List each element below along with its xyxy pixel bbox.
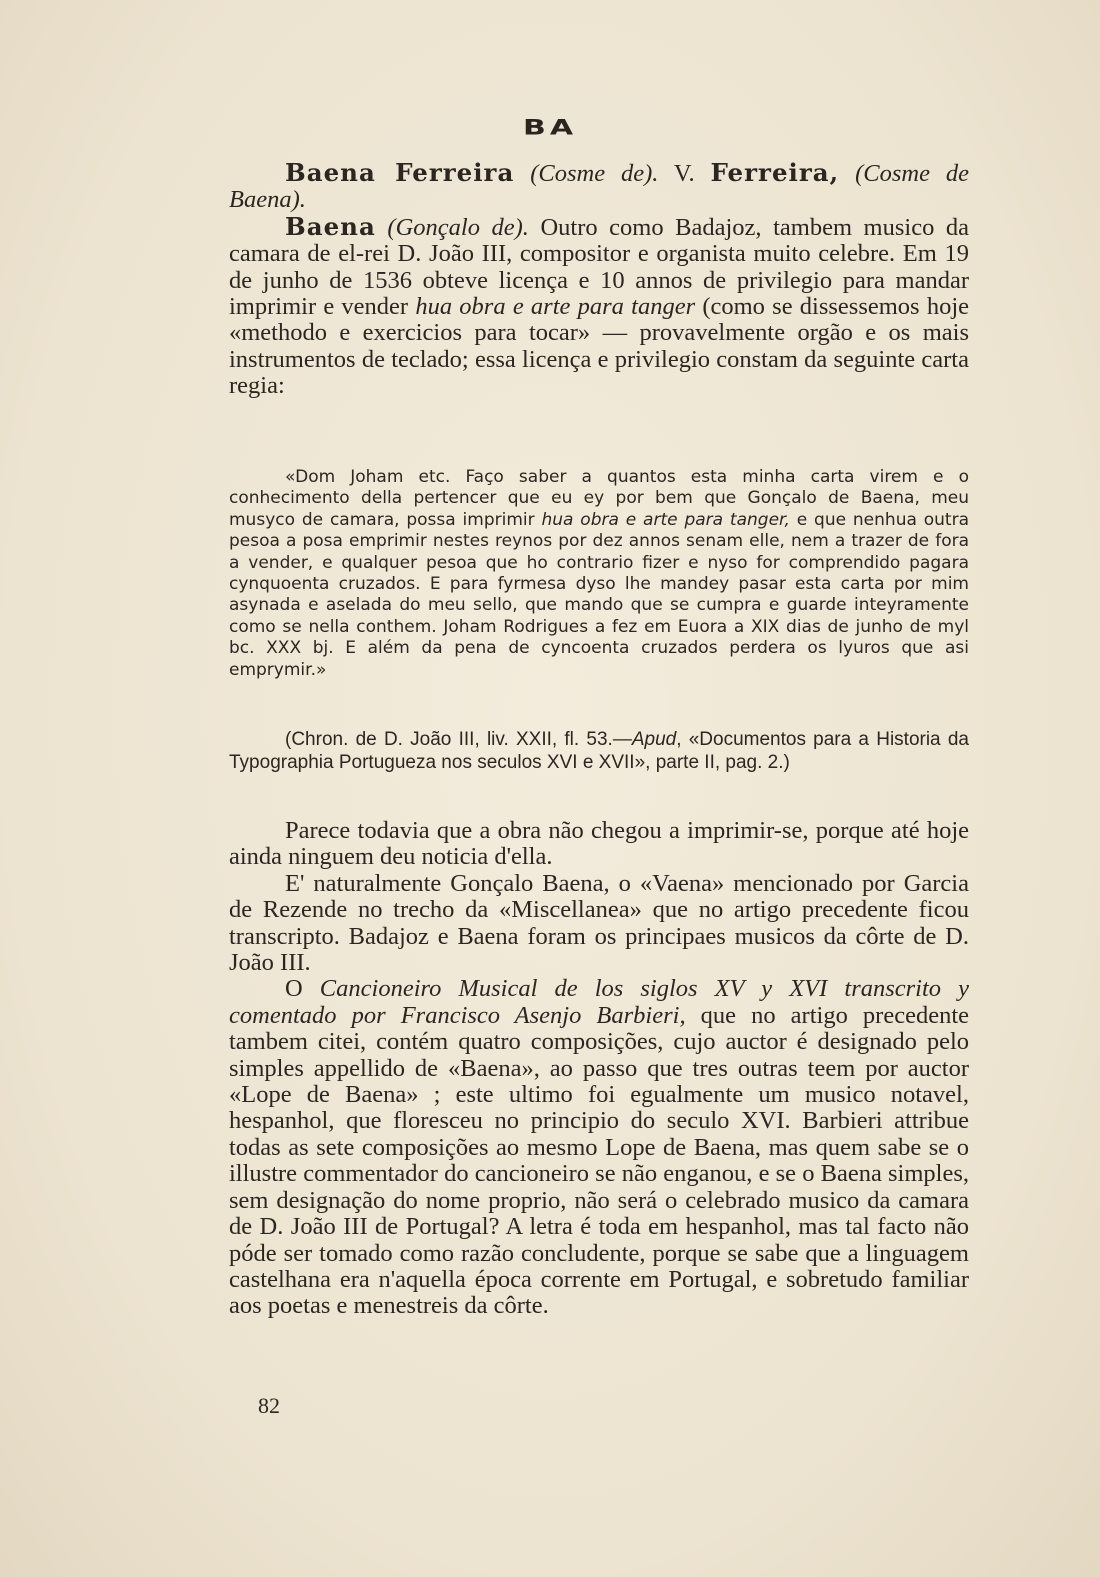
paragraph-italic-title: Cancioneiro Musical de los siglos XV y XVI transcrito y comentado por Francisco Asenjo Barbieri, [229,975,969,1029]
page-number: 82 [258,1393,280,1418]
see-text: V. [658,160,711,187]
body-paragraphs [229,818,969,1320]
cross-reference-qualifier: (Cosme de Baena). [229,160,969,214]
quote-text: «Dom Joham etc. Faço saber a quantos esta minha carta virem e o conhecimento della pertencer que eu ey por bem que Gonçalo de Baena, meu musyco de camara, possa imprimir [229,467,969,530]
cross-reference: Ferreira, [710,158,840,187]
paragraph-2: E' naturalmente Gonçalo Baena, o «Vaena» mencionado por Garcia de Rezende no trecho da «Miscellanea» que no artigo precedente ficou transcripto. Badajoz e Baena foram os principaes musicos da côrte de D. João III. [229,869,969,977]
paragraph-text: que no artigo precedente tambem citei, contém quatro composições, cujo auctor é designado pelo simples appellido de «Baena», ao passo que tres outras teem por auctor «Lope de Baena» ; este ultimo foi egualmente um musico notavel, hespanhol, que floresceu no principio do seculo XVI. Barbieri attribue todas as sete composições ao mesmo Lope de Baena, mas quem sabe se o illustre commentador do cancioneiro se não enganou, e se o Baena simples, sem designação do nome proprio, não será o celebrado musico da camara de D. João III de Portugal? A letra é toda em hespanhol, mas tal facto não póde ser tomado como razão concludente, porque se sabe que a linguagem castelhana era n'aquella época corrente em Portugal, e sobretudo familiar aos poetas e menestreis da côrte. [229,1001,969,1320]
entry-headword: Baena Ferreira [285,158,515,187]
entry-text: Outro como Badajoz, tambem musico da camara de el-rei D. João III, compositor e organista muito celebre. Em 19 de junho de 1536 obteve licença e 10 annos de privilegio para mandar imprimir e vender [229,213,969,321]
entries-block [229,160,969,400]
paragraph-text: O [285,975,320,1003]
paragraph-3 [229,976,969,1319]
entry-headword: Baena [285,211,376,241]
citation-italic: Apud [631,729,677,750]
royal-letter-quote [229,467,969,681]
entry-baena-ferreira [229,160,969,214]
quote-italic: hua obra e arte para tanger, [541,509,790,530]
citation-text: , «Documentos para a Historia da Typographia Portugueza nos seculos XVI e XVII», parte II, pag. 2.) [229,729,969,773]
entry-qualifier: (Cosme de). [530,160,659,187]
quote-text: e que nenhua outra pesoa a posa emprimir nestes reynos por dez annos senam elle, nem a trazer de fora a vender, e qualquer pesoa que ho contrario fizer e nyso for comprendido pagara cynquoenta cruzados. E para fyrmesa dyso lhe mandey pasar esta carta por mim asynada e aselada do meu sello, que mando que se cumpra e guarde inteyramente como se nella conthem. Joham Rodrigues a fez em Euora a XIX dias de junho de myl bc. XXX bj. E além da pena de cyncoenta cruzados perdera os lyuros que asi emprymir.» [229,509,969,680]
entry-baena-goncalo [229,211,969,400]
running-head: BA [522,114,578,141]
entry-italic-title: hua obra e arte para tanger [415,293,696,321]
citation-text: (Chron. de D. João III, liv. XXII, fl. 53.— [285,729,632,750]
entry-qualifier: (Gonçalo de). [387,213,529,241]
entry-text: (como se dissessemos hoje «methodo e exercicios para tocar» — provavelmente orgão e os mais instrumentos de teclado; essa licença e privilegio constam da seguinte carta regia: [229,293,969,400]
paragraph-1: Parece todavia que a obra não chegou a imprimir-se, porque até hoje ainda ninguem deu noticia d'ella. [229,817,969,871]
citation [229,729,969,774]
